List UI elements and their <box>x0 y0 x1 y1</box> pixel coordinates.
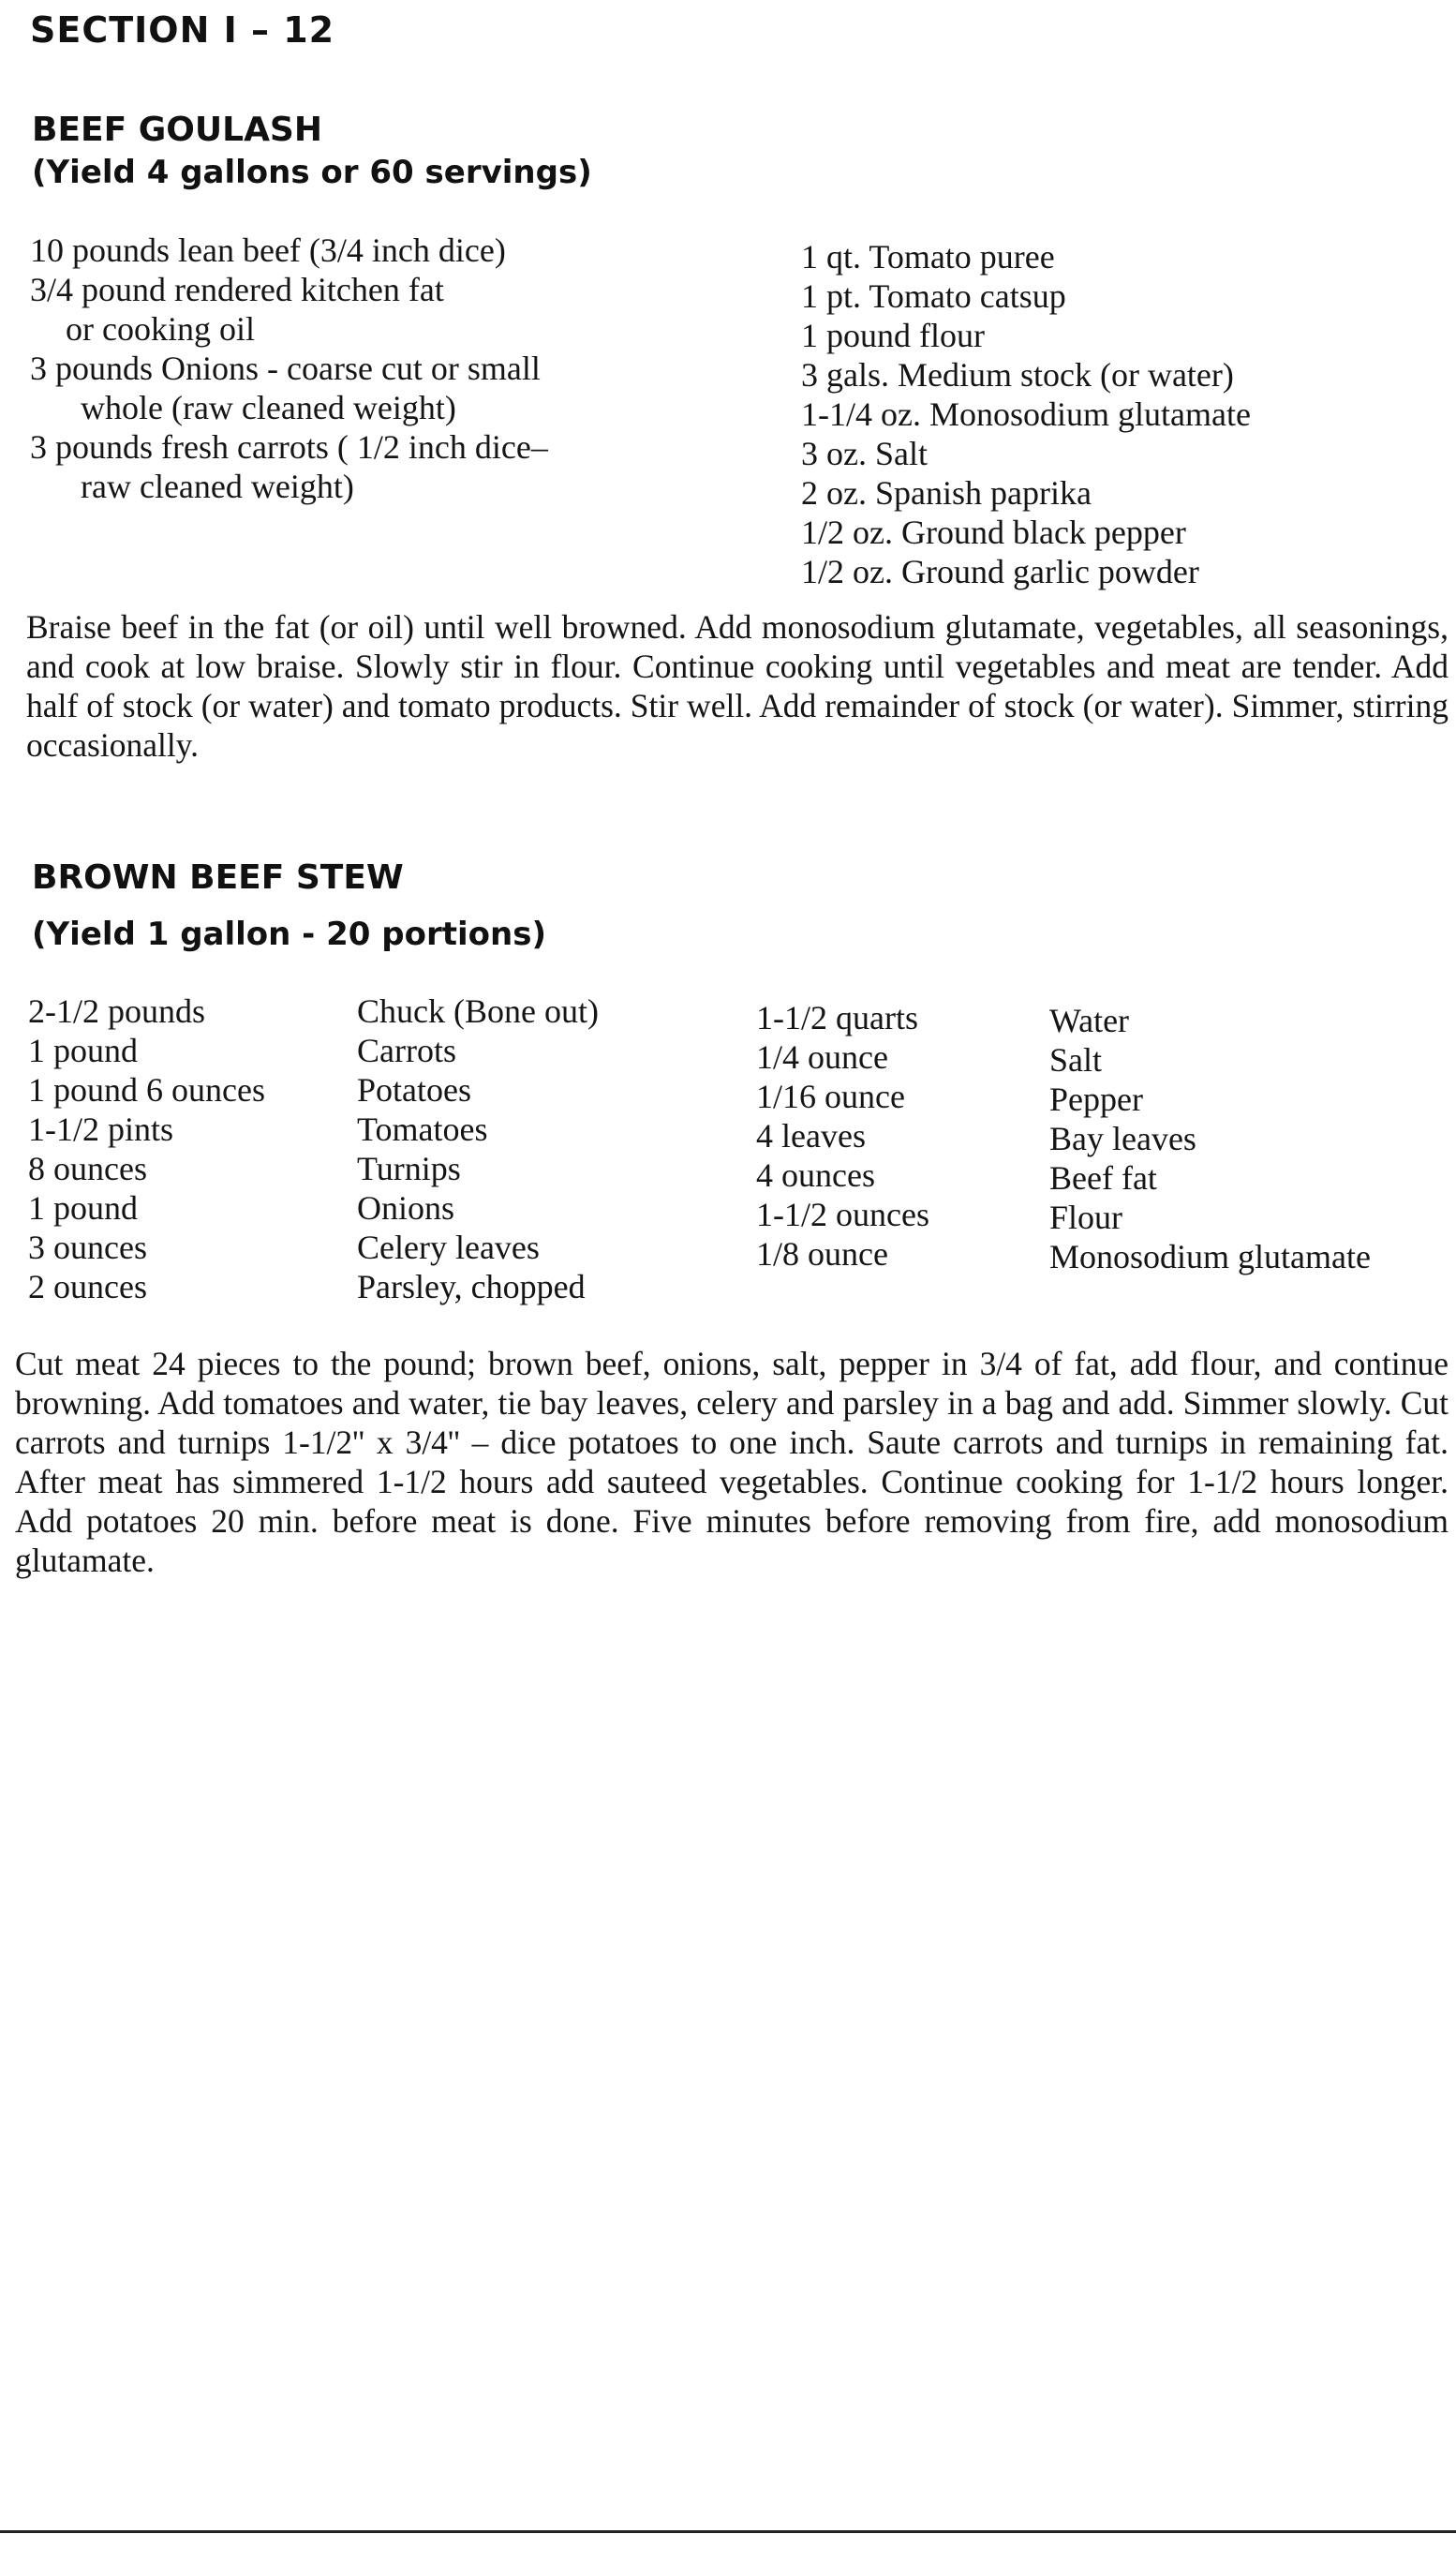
goulash-title: BEEF GOULASH <box>32 111 322 149</box>
ingredient-line: or cooking oil <box>66 310 255 348</box>
ingredient-cell: Chuck (Bone out) <box>357 992 599 1030</box>
quantity-cell: 1/8 ounce <box>756 1235 888 1273</box>
ingredient-line: 1 pt. Tomato catsup <box>801 277 1066 315</box>
quantity-cell: 2-1/2 pounds <box>28 992 205 1030</box>
ingredient-cell: Beef fat <box>1049 1159 1157 1197</box>
section-header: SECTION I – 12 <box>30 9 335 51</box>
ingredient-line: 3 pounds Onions - coarse cut or small <box>30 350 541 387</box>
quantity-cell: 1-1/2 ounces <box>756 1196 929 1233</box>
quantity-cell: 8 ounces <box>28 1150 147 1187</box>
ingredient-cell: Onions <box>357 1189 455 1227</box>
ingredient-line: whole (raw cleaned weight) <box>81 389 456 426</box>
ingredient-line: 3/4 pound rendered kitchen fat <box>30 271 444 308</box>
quantity-cell: 4 ounces <box>756 1156 875 1194</box>
quantity-cell: 1 pound <box>28 1032 138 1069</box>
quantity-cell: 1 pound 6 ounces <box>28 1071 265 1109</box>
quantity-cell: 2 ounces <box>28 1268 147 1305</box>
ingredient-line: 2 oz. Spanish paprika <box>801 474 1092 512</box>
stew-quantities-left <box>28 991 265 1306</box>
goulash-ingredients-left <box>30 231 548 506</box>
quantity-cell: 1 pound <box>28 1189 138 1227</box>
stew-ingredients-right <box>1049 1001 1371 1276</box>
ingredient-cell: Bay leaves <box>1049 1120 1196 1157</box>
ingredient-line: 1 qt. Tomato puree <box>801 238 1055 276</box>
ingredient-cell: Monosodium glutamate <box>1049 1238 1371 1275</box>
stew-yield: (Yield 1 gallon - 20 portions) <box>32 916 546 953</box>
ingredient-cell: Water <box>1049 1002 1130 1039</box>
stew-title: BROWN BEEF STEW <box>32 858 404 897</box>
quantity-cell: 4 leaves <box>756 1117 866 1155</box>
ingredient-line: 10 pounds lean beef (3/4 inch dice) <box>30 231 506 269</box>
stew-quantities-right <box>756 998 929 1274</box>
quantity-cell: 1/4 ounce <box>756 1038 888 1076</box>
stew-ingredients-left <box>357 991 599 1306</box>
ingredient-cell: Parsley, chopped <box>357 1268 586 1305</box>
ingredient-cell: Flour <box>1049 1199 1123 1236</box>
ingredient-cell: Carrots <box>357 1032 456 1069</box>
ingredient-line: 1/2 oz. Ground garlic powder <box>801 553 1199 590</box>
ingredient-line: 3 gals. Medium stock (or water) <box>801 356 1234 394</box>
page-bottom-rule <box>0 2530 1456 2533</box>
ingredient-line: 1 pound flour <box>801 317 985 354</box>
ingredient-cell: Turnips <box>357 1150 461 1187</box>
ingredient-line: 3 pounds fresh carrots ( 1/2 inch dice– <box>30 428 548 466</box>
ingredient-cell: Tomatoes <box>357 1111 488 1148</box>
ingredient-cell: Potatoes <box>357 1071 471 1109</box>
ingredient-cell: Pepper <box>1049 1081 1143 1118</box>
goulash-ingredients-right <box>801 237 1251 591</box>
ingredient-line: 3 oz. Salt <box>801 435 928 472</box>
quantity-cell: 3 ounces <box>28 1229 147 1266</box>
ingredient-line: 1/2 oz. Ground black pepper <box>801 514 1186 551</box>
stew-method: Cut meat 24 pieces to the pound; brown beef, onions, salt, pepper in 3/4 of fat, add flour, and continue browning. Add tomatoes and water, tie bay leaves, celery and parsley in a bag and add. Simmer slowly. Cut carrots and turnips 1-1/2'' x 3/4'' – dice potatoes to one inch. Saute carrots and turnips in remaining fat. After meat has simmered 1-1/2 hours add sauteed vegetables. Continue cooking for 1-1/2 hours longer. Add potatoes 20 min. before meat is done. Five minutes before removing from fire, add monosodium glutamate. <box>15 1345 1449 1579</box>
ingredient-line: 1-1/4 oz. Monosodium glutamate <box>801 395 1251 433</box>
ingredient-cell: Celery leaves <box>357 1229 540 1266</box>
quantity-cell: 1-1/2 quarts <box>756 999 918 1036</box>
quantity-cell: 1-1/2 pints <box>28 1111 174 1148</box>
goulash-yield: (Yield 4 gallons or 60 servings) <box>32 154 592 191</box>
goulash-method: Braise beef in the fat (or oil) until well browned. Add monosodium glutamate, vegetables, all seasonings, and cook at low braise. Slowly stir in flour. Continue cooking until vegetables and meat are tender. Add half of stock (or water) and tomato products. Stir well. Add remainder of stock (or water). Simmer, stirring occasionally. <box>26 608 1449 764</box>
quantity-cell: 1/16 ounce <box>756 1078 905 1115</box>
ingredient-cell: Salt <box>1049 1041 1103 1079</box>
ingredient-line: raw cleaned weight) <box>81 468 354 505</box>
